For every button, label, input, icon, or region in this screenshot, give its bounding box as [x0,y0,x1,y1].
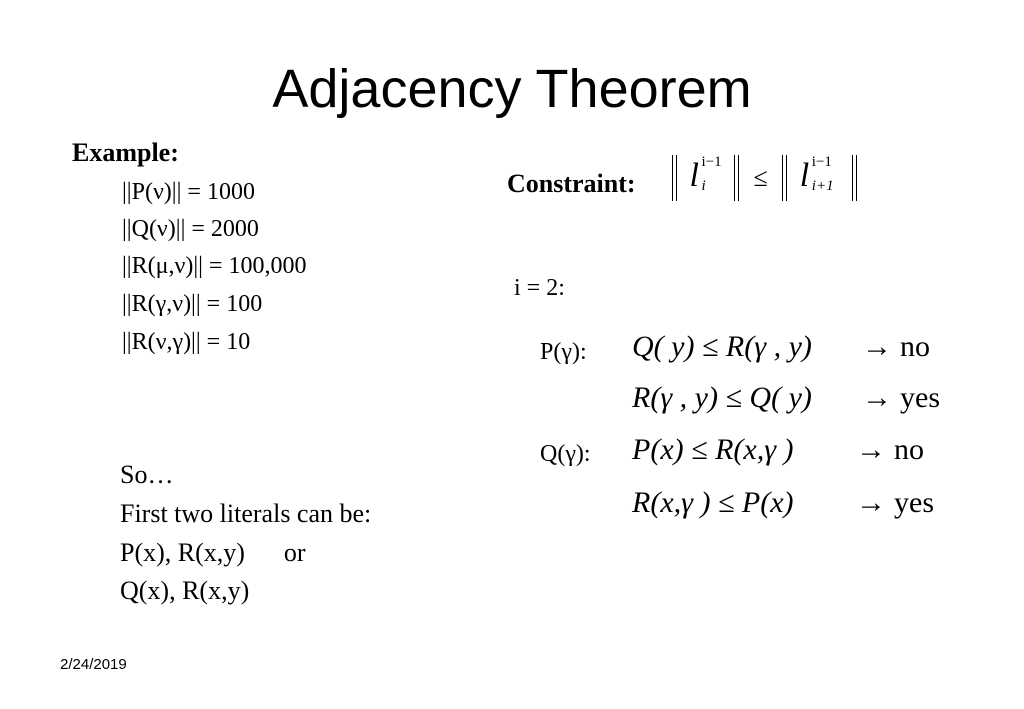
p-gamma-label: P(γ): [540,339,587,365]
norm-bar-left [782,155,787,201]
slide-title: Adjacency Theorem [272,59,752,119]
case-result: → yes [862,381,940,414]
case-result: → no [856,433,924,466]
right-arrow-icon: → [862,381,892,414]
case-formula: R(γ , y) ≤ Q( y) [632,381,812,414]
case-result: → yes [856,486,934,519]
case-formula: P(x) ≤ R(x,γ ) [632,433,794,466]
right-arrow-icon: → [856,433,886,466]
example-line: ||R(ν,γ)|| = 10 [122,329,251,355]
case-formula: Q( y) ≤ R(γ , y) [632,330,812,363]
norm-bar-left [672,155,677,201]
constraint-rhs-term: l i−1 i+1 [799,154,834,194]
conclusion-line: P(x), R(x,y) or [120,538,306,567]
example-label: Example: [72,138,179,167]
conclusion-line: Q(x), R(x,y) [120,576,250,605]
example-line: ||R(γ,ν)|| = 100 [122,291,263,317]
conclusion-line: So… [120,460,174,489]
constraint-lhs-term: l i−1 i [689,154,722,194]
constraint-relation: ≤ [753,163,768,192]
case-result: → no [862,330,930,363]
right-arrow-icon: → [856,486,886,519]
example-line: ||Q(ν)|| = 2000 [122,216,259,242]
constraint-label: Constraint: [507,169,636,198]
case-formula: R(x,γ ) ≤ P(x) [632,486,794,519]
right-arrow-icon: → [862,330,892,363]
case-label: i = 2: [514,275,565,301]
norm-bar-right [734,155,739,201]
example-line: ||R(μ,ν)|| = 100,000 [122,253,307,279]
example-line: ||P(ν)|| = 1000 [122,179,255,205]
constraint-formula [672,155,857,205]
slide-date: 2/24/2019 [60,656,127,673]
q-gamma-label: Q(γ): [540,441,591,467]
conclusion-line: First two literals can be: [120,499,372,528]
norm-bar-right [852,155,857,201]
